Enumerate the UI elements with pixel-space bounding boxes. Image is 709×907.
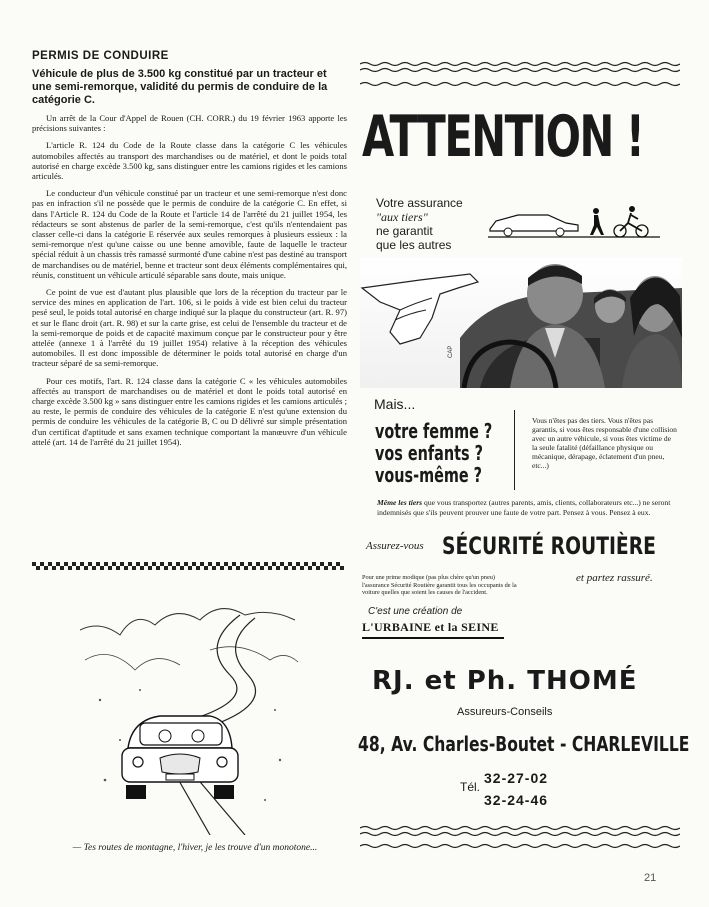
page-number: 21 — [644, 872, 657, 884]
agent-role: Assureurs-Conseils — [457, 706, 553, 718]
article-subtitle: Véhicule de plus de 3.500 kg constitué par un tracteur et une semi-remorque, validité du permis de conduire de la catégorie C. — [32, 68, 328, 106]
ad-company-logo: L'URBAINE et la SEINE — [362, 620, 499, 634]
vertical-rule — [514, 410, 515, 490]
company-underline — [362, 636, 504, 640]
article-paragraph: Un arrêt de la Cour d'Appel de Rouen (CH. CORR.) du 19 février 1963 apporte les précisions suivantes : — [32, 113, 347, 134]
article — [32, 50, 347, 454]
wavy-divider-top-2 — [360, 80, 680, 94]
ad-meme-rest: que vous transportez (autres parents, amis, clients, collaborateurs etc...) ne seront indemnisés que s'ils peuvent prouver une faute de votre part. Pensez à vous. Pensez à eux. — [377, 498, 671, 517]
article-paragraph: L'article R. 124 du Code de la Route classe dans la catégorie C les véhicules automobiles affectés au transport des marchandises ou de matériel, et dont le poids total autorisé en charge excède 3.500 kg, sans distinguer entre les camions rigides et les camions articulés. — [32, 140, 347, 182]
ad-third-parties-text — [377, 498, 677, 517]
wavy-divider-bottom-2 — [360, 842, 680, 856]
cyclist-icon — [614, 206, 648, 237]
checkered-divider — [32, 562, 344, 570]
ad-meme-lead: Même les tiers — [377, 498, 423, 507]
question-children: vos enfants ? — [375, 441, 483, 465]
ad-product-name: SÉCURITÉ ROUTIÈRE — [442, 532, 656, 560]
cartoon-caption: — Tes routes de montagne, l'hiver, je les trouve d'un monotone... — [72, 843, 318, 853]
article-paragraph: Pour ces motifs, l'art. R. 124 classe dans la catégorie C « les véhicules automobiles affectés au transport de marchandises ou de matériel et dont le poids total autorisé en charge excède 3.500 kg » sans distinguer entre les camions rigides et les camions articulés ; au reste, le permis de conduire des véhicules de la catégorie E n'est qu'une extension du permis de conduire les véhicules de la catégorie B, C ou D délivré sur simple présentation d'un certificat d'aptitude et sans examen technique comportant la manœuvre d'un véhicule attelé (art. 14 de l'arrêté du 21 juillet 1954). — [32, 375, 347, 447]
question-wife: votre femme ? — [375, 419, 493, 443]
agent-name: RJ. et Ph. THOMÉ — [372, 666, 638, 696]
cartoon-illustration — [80, 590, 300, 835]
article-paragraph: Ce point de vue est d'autant plus plausible que lors de la réception du tracteur par le service des mines en application de l'art. 106, si le poids à vide est bien celui du tracteur pesé seul, le poids total autorisé en charge indiqué sur la plaque du constructeur (art. R. 97) et sur le flanc droit (art. R. 98) et sur la carte grise, est celui de l'ensemble du tracteur et de la semi-remorque de poids et de capacité maximum conçue par le constructeur pour y être attelée (annexe 1 à l'arrêté du 19 juillet 1954) relative à la réception des véhicules automobiles. Il est donc impossible de déterminer le poids total autorisé en charge d'un tracteur séparé de sa semi-remorque. — [32, 287, 347, 369]
article-body — [32, 113, 347, 447]
agent-address: 48, Av. Charles-Boutet - CHARLEVILLE — [358, 732, 690, 756]
question-self: vous-même ? — [375, 463, 482, 487]
ad-headline: ATTENTION ! — [362, 104, 644, 170]
ad-mais: Mais... — [374, 396, 416, 412]
car-pedestrian-cyclist-icons — [488, 203, 660, 239]
wavy-divider-top — [360, 60, 680, 74]
car-icon — [490, 215, 578, 236]
car-drawing — [122, 716, 238, 799]
pedestrian-icon — [590, 208, 604, 235]
telephone-label: Tél. — [460, 780, 481, 794]
ad-intro-line: ne garantit — [376, 224, 433, 238]
ad-intro-line: Votre assurance — [376, 196, 463, 210]
ad-creation: C'est une création de — [368, 606, 463, 617]
telephone-number: 32-27-02 — [484, 770, 549, 786]
ad-intro-line — [376, 210, 463, 224]
family-car-photo — [360, 258, 682, 388]
ad-premium-text: Pour une prime modique (pas plus chère qu'un pneu) l'assurance Sécurité Routière garantit tous les occupants de la voiture quelles que soient les causes de l'accident. — [362, 574, 517, 596]
ad-assurez: Assurez-vous — [366, 540, 424, 552]
article-title: PERMIS DE CONDUIRE — [32, 50, 169, 62]
ad-intro-line: que les autres — [376, 238, 452, 252]
wavy-divider-bottom — [360, 824, 680, 838]
ad-questions — [375, 420, 492, 486]
article-paragraph: Le conducteur d'un véhicule constitué par un tracteur et une semi-remorque n'est donc pas en infraction s'il ne possède que le permis de conduire de la catégorie C. En effet, si dans l'Article R. 124 du Code de la Route et l'article 14 de l'arrêté du 21 juillet 1954, les rédacteurs se sont abstenus de parler de la semi-remorque, c'est qu'ils n'entendaient pas classer celle-ci dans la catégorie E réservée aux seules remorques à plusieurs essieux : la semi-remorque n'est qu'une caisse ou une benne amovible, faute de laquelle le tracteur spécial réduit à un chassis très ramassé surmonté d'une cabine n'est pas destiné au transport de marchandises ou de matériel, benne et tracteur sont deux éléments complémentaires qui, réunis, constituent un véhicule articulé séparable sans doute, mais unique. — [32, 188, 347, 280]
telephone-number: 32-24-46 — [484, 792, 549, 808]
ad-intro-italic: "aux tiers" — [376, 210, 428, 224]
ad-intro — [376, 196, 463, 252]
photo-credit: CAP — [448, 345, 454, 358]
ad-partez: et partez rassuré. — [576, 572, 653, 584]
ad-side-text: Vous n'êtes pas des tiers. Vous n'êtes pas garantis, si vous êtes responsable d'une collision avec un autre véhicule, si vous êtes victime de la seule fatalité (défaillance physique ou mécanique, dérapage, éclatement d'un pneu, etc...) — [532, 416, 677, 471]
